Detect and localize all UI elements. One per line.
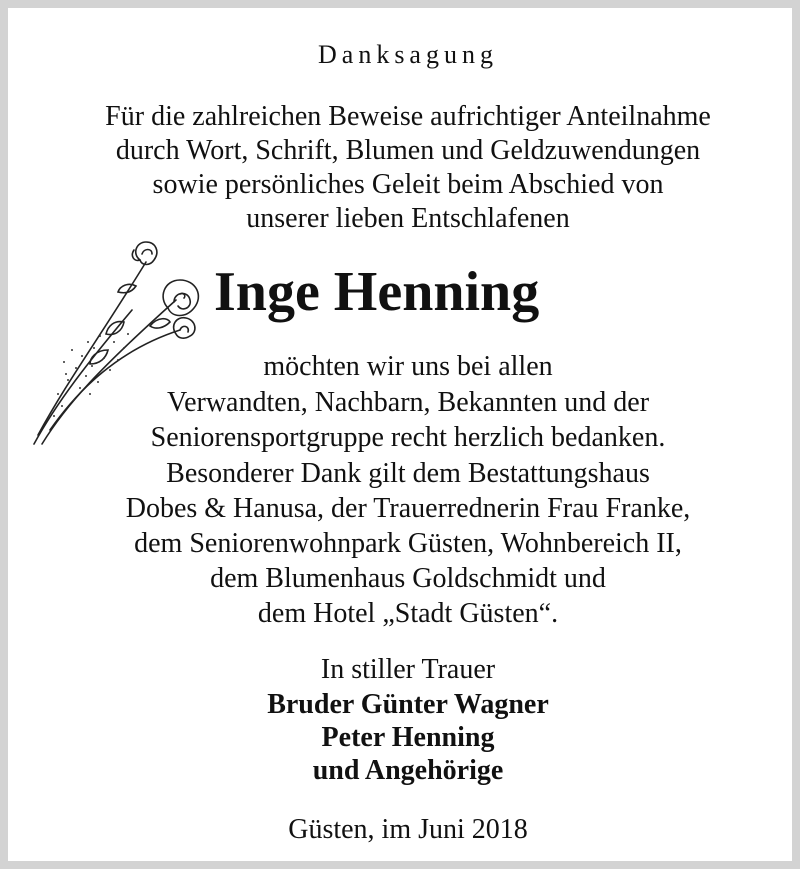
mourning-phrase: In stiller Trauer xyxy=(320,654,496,685)
thanks-line: Seniorensportgruppe recht herzlich bedanken. xyxy=(150,422,666,453)
thanks-line: Verwandten, Nachbarn, Bekannten und der xyxy=(166,387,650,418)
thanks-line: dem Blumenhaus Goldschmidt und xyxy=(210,563,606,594)
place-date: Güsten, im Juni 2018 xyxy=(288,814,528,845)
intro-line: durch Wort, Schrift, Blumen und Geldzuwendungen xyxy=(115,135,701,166)
intro-line: sowie persönliches Geleit beim Abschied von xyxy=(152,169,664,200)
thanks-line: möchten wir uns bei allen xyxy=(263,351,553,382)
mourner-name: Peter Henning xyxy=(321,722,495,753)
thanks-line: dem Seniorenwohnpark Güsten, Wohnbereich II, xyxy=(134,528,682,559)
thanks-line: dem Hotel „Stadt Güsten“. xyxy=(257,598,559,629)
intro-line: unserer lieben Entschlafenen xyxy=(246,203,570,234)
intro-line: Für die zahlreichen Beweise aufrichtiger Anteilnahme xyxy=(105,101,711,132)
deceased-name: Inge Henning xyxy=(214,261,540,323)
notice-heading: Danksagung xyxy=(318,40,498,69)
mourner-name: und Angehörige xyxy=(312,755,504,786)
thanks-line: Dobes & Hanusa, der Trauerrednerin Frau Franke, xyxy=(125,493,691,524)
thanks-line: Besonderer Dank gilt dem Bestattungshaus xyxy=(166,458,650,489)
mourner-name: Bruder Günter Wagner xyxy=(267,689,549,720)
